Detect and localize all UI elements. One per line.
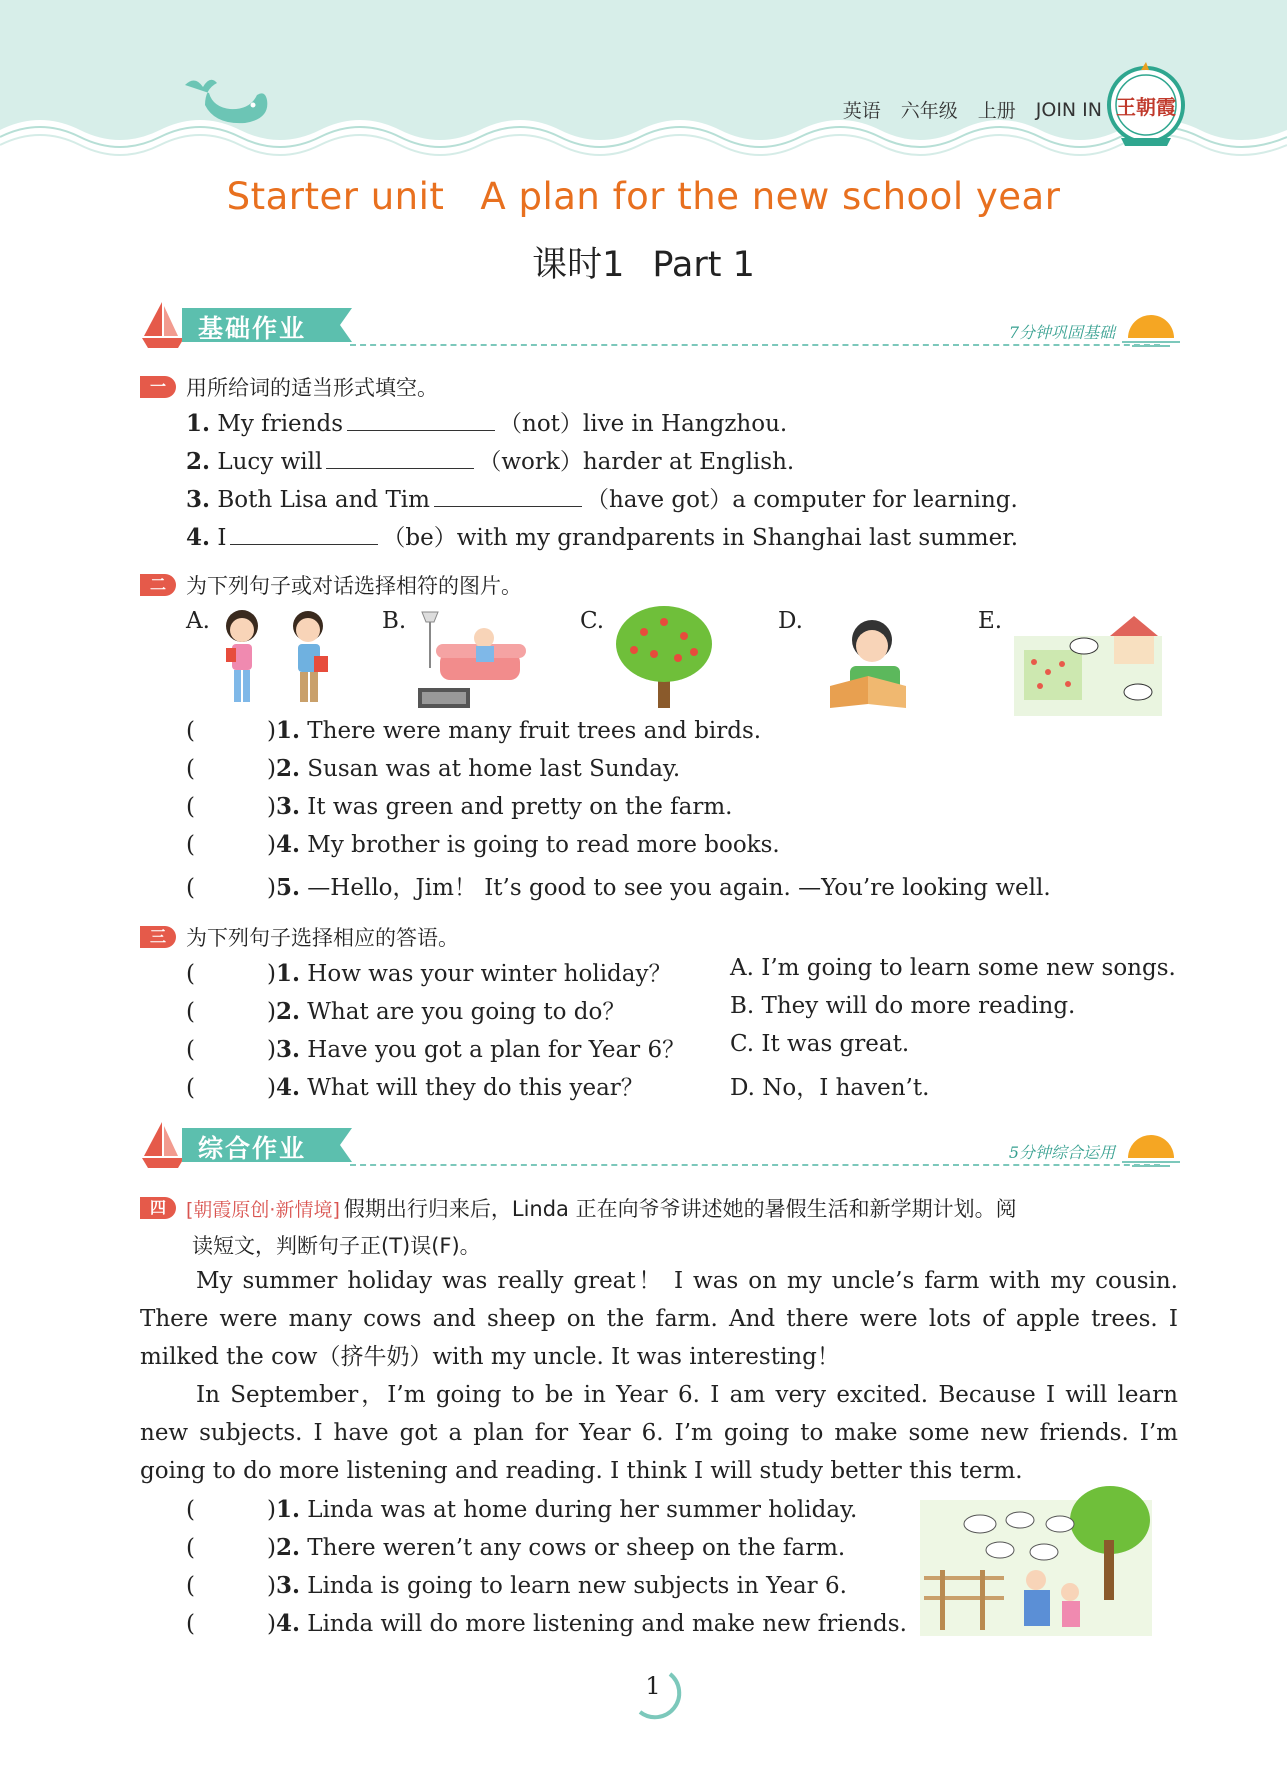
- picture-label-c: C.: [580, 608, 605, 634]
- question-instruction: 为下列句子或对话选择相符的图片。: [186, 574, 522, 598]
- sunset-icon: [1122, 1124, 1180, 1168]
- picture-girl-on-sofa: [410, 608, 530, 710]
- picture-label-d: D.: [778, 608, 803, 634]
- section-label: 综合作业: [198, 1134, 307, 1163]
- answer-blank[interactable]: [434, 486, 582, 507]
- section-hint: 5分钟综合运用: [1008, 1143, 1115, 1162]
- question-instruction-continued: 读短文，判断句子正(T)误(F)。: [192, 1234, 481, 1258]
- picture-farm: [1014, 606, 1162, 716]
- question-badge: 二: [140, 574, 176, 596]
- answer-blank[interactable]: [347, 410, 495, 431]
- fill-item-3: 3. Both Lisa and Tim （have got）a computer for learning.: [186, 486, 1018, 513]
- question-instruction: 假期出行归来后，Linda 正在向爷爷讲述她的暑假生活和新学期计划。阅: [343, 1197, 1017, 1221]
- section-banner-integrated: [140, 1120, 1180, 1176]
- sailboat-icon: [140, 300, 186, 350]
- judge-item-3: ( )3. Linda is going to learn new subjects in Year 6.: [186, 1572, 847, 1599]
- question-header-4: [140, 1193, 1017, 1223]
- section-banner-basic: [140, 300, 1180, 356]
- answer-blank[interactable]: [326, 448, 474, 469]
- picture-label-e: E.: [978, 608, 1003, 634]
- judge-item-2: ( )2. There weren’t any cows or sheep on the farm.: [186, 1534, 846, 1561]
- subject-label: 英语: [842, 100, 881, 122]
- question-header-2: [140, 570, 522, 600]
- header-meta: [843, 96, 1102, 123]
- match-item-1: ( )1. There were many fruit trees and birds.: [186, 717, 762, 744]
- question-header-1: [140, 372, 438, 402]
- match-item-3: ( )3. It was green and pretty on the farm.: [186, 793, 733, 820]
- passage-paragraph-2: In September，I’m going to be in Year 6. I am very excited. Because I will learn new subjects. I have got a plan for Year 6. I’m going to make some new friends. I’m going to do more listening and reading. I think I will study better this term.: [140, 1382, 1178, 1484]
- section-hint: 7分钟巩固基础: [1008, 323, 1115, 342]
- grade-label: 六年级: [900, 100, 958, 122]
- fill-item-1: 1. My friends （not）live in Hangzhou.: [186, 410, 788, 437]
- question-instruction: 用所给词的适当形式填空。: [186, 376, 438, 400]
- picture-label-a: A.: [186, 608, 210, 634]
- response-item-1: ( )1. How was your winter holiday？: [186, 960, 672, 987]
- picture-farm-scene: [920, 1480, 1152, 1636]
- svg-text:王朝霞: 王朝霞: [1116, 95, 1176, 119]
- passage-paragraph-1: My summer holiday was really great！ I was on my uncle’s farm with my cousin. There were many cows and sheep on the farm. And there were lots of apple trees. I milked the cow（挤牛奶）with my uncle. It was interesting！: [140, 1268, 1178, 1370]
- question-tag: [朝霞原创·新情境]: [186, 1198, 340, 1221]
- section-divider: [350, 1164, 1160, 1166]
- question-badge: 一: [140, 376, 176, 398]
- answer-blank[interactable]: [230, 524, 378, 545]
- whale-icon: [175, 75, 275, 135]
- question-header-3: [140, 922, 459, 952]
- section-divider: [350, 344, 1160, 346]
- picture-boy-reading: [820, 616, 920, 710]
- lesson-label: 课时1: [532, 245, 625, 285]
- fill-item-2: 2. Lucy will （work）harder at English.: [186, 448, 795, 475]
- volume-label: 上册: [977, 100, 1016, 122]
- fill-item-4: 4. I （be）with my grandparents in Shanghai last summer.: [186, 524, 1018, 551]
- response-item-3: ( )3. Have you got a plan for Year 6？: [186, 1036, 686, 1063]
- edition-label: JOIN IN: [1035, 98, 1102, 121]
- response-item-4: ( )4. What will they do this year？: [186, 1074, 644, 1101]
- response-item-2: ( )2. What are you going to do？: [186, 998, 626, 1025]
- unit-topic: A plan for the new school year: [480, 175, 1061, 218]
- response-option-b: B. They will do more reading.: [730, 993, 1076, 1019]
- brand-logo: [1105, 58, 1187, 152]
- picture-apple-tree: [610, 602, 720, 712]
- part-label: Part 1: [652, 245, 755, 285]
- sailboat-icon: [140, 1120, 186, 1170]
- response-option-c: C. It was great.: [730, 1031, 910, 1057]
- picture-label-b: B.: [382, 608, 407, 634]
- unit-name: Starter unit: [226, 175, 445, 218]
- judge-item-4: ( )4. Linda will do more listening and make new friends.: [186, 1610, 907, 1637]
- match-item-2: ( )2. Susan was at home last Sunday.: [186, 755, 681, 782]
- sunset-icon: [1122, 304, 1180, 348]
- match-item-4: ( )4. My brother is going to read more books.: [186, 831, 780, 858]
- question-badge: 三: [140, 926, 176, 948]
- lesson-title: [0, 237, 1287, 287]
- response-option-d: D. No，I haven’t.: [730, 1075, 930, 1101]
- section-label: 基础作业: [198, 314, 307, 343]
- unit-title: [0, 175, 1287, 218]
- picture-kids-with-books: [210, 604, 340, 710]
- judge-item-1: ( )1. Linda was at home during her summer holiday.: [186, 1496, 858, 1523]
- response-option-a: A. I’m going to learn some new songs.: [730, 955, 1176, 981]
- question-badge: 四: [140, 1197, 176, 1219]
- question-instruction: 为下列句子选择相应的答语。: [186, 926, 459, 950]
- page-number: 1: [645, 1672, 661, 1700]
- match-item-5: ( )5. —Hello，Jim！ It’s good to see you again. —You’re looking well.: [186, 874, 1051, 901]
